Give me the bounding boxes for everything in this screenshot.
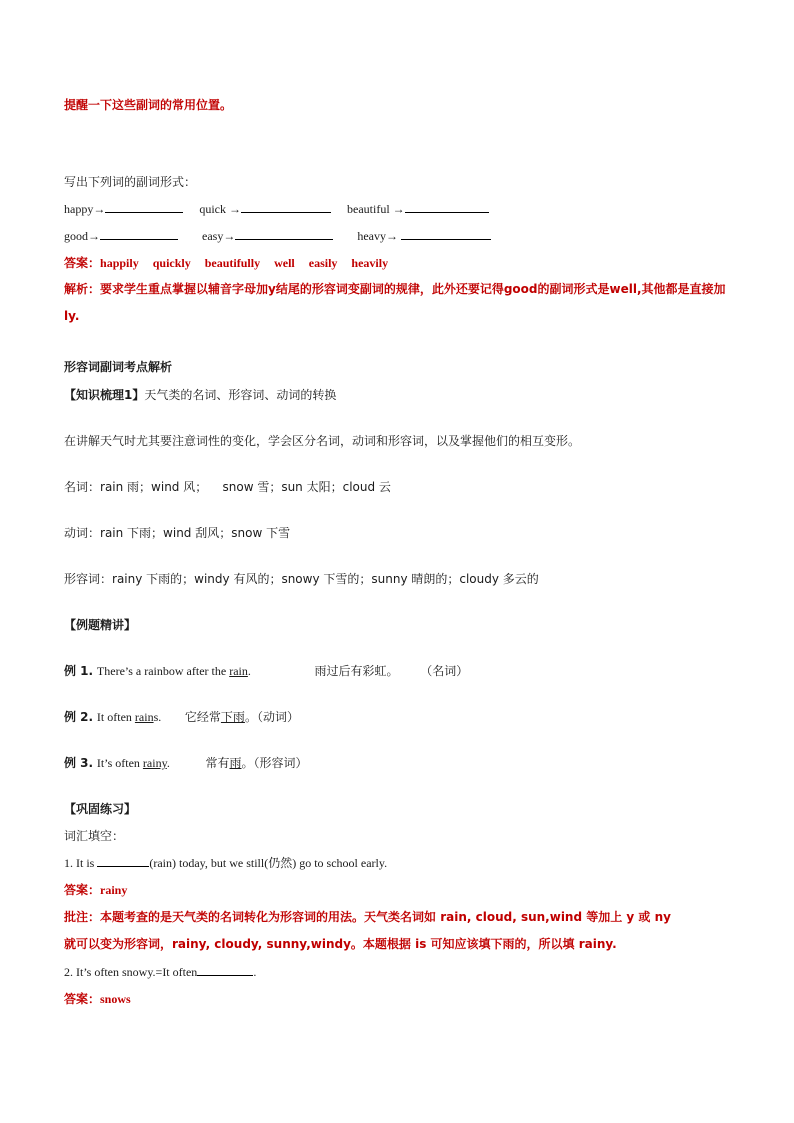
answer-2 (64, 990, 131, 1008)
analysis-text (64, 276, 732, 330)
example-3 (64, 754, 308, 772)
adverb-row-2 (64, 227, 491, 245)
blank-beautiful[interactable] (405, 200, 489, 213)
knowledge-title: 天气类的名词、形容词、动词的转换 (144, 388, 337, 402)
note-text-1: 本题考查的是天气类的名词转化为形容词的用法。天气类名词如 rain, cloud, sun,wind 等加上 y 或 ny (100, 910, 671, 924)
example-sentence-post: . (247, 664, 251, 678)
word-easy: easy (202, 229, 224, 243)
word-quick: quick (199, 202, 226, 216)
example-translation-pre: 它经常 (184, 710, 221, 724)
question-2-blank[interactable] (197, 963, 253, 976)
question-1-blank[interactable] (97, 854, 149, 867)
knowledge-heading (64, 386, 336, 404)
practice-subheading: 词汇填空： (64, 829, 125, 843)
example-keyword: rain (229, 664, 248, 678)
answer-line-1 (64, 254, 388, 272)
answer-item: beautifully (204, 256, 261, 270)
section-intro: 在讲解天气时尤其要注意词性的变化，学会区分名词，动词和形容词，以及掌握他们的相互变形。 (64, 434, 581, 448)
question-1-post: (rain) today, but we still(仍然) go to school early. (149, 856, 388, 870)
note-line-2: 就可以变为形容词，rainy, cloudy, sunny,windy。本题根据 is 可知应该填下雨的，所以填 rainy. (64, 937, 617, 951)
arrow-icon: → (88, 229, 100, 243)
word-good: good (64, 229, 88, 243)
blank-happy[interactable] (105, 200, 183, 213)
adverb-row-1 (64, 200, 489, 218)
answer-1-value: rainy (100, 883, 128, 897)
answer-item: well (274, 256, 295, 270)
exercise-instruction: 写出下列词的副词形式： (64, 175, 197, 189)
blank-easy[interactable] (235, 227, 333, 240)
question-1-pre: 1. It is (64, 856, 98, 870)
answer-item: heavily (351, 256, 389, 270)
nouns-list: rain 雨；wind 风； snow 雪；sun 太阳；cloud 云 (100, 480, 391, 494)
example-keyword: rain (134, 710, 154, 724)
answer-item: happily (100, 256, 139, 270)
word-happy: happy (64, 202, 94, 216)
nouns-label: 名词： (64, 480, 101, 494)
answer-1-label: 答案： (64, 883, 101, 897)
example-sentence-pre: It often (96, 710, 135, 724)
example-translation-pre: 常有 (205, 756, 230, 770)
example-pos-note: （名词） (420, 664, 469, 678)
answer-2-label: 答案： (64, 992, 101, 1006)
arrow-icon: → (229, 202, 241, 216)
examples-heading: 【例题精讲】 (64, 618, 137, 632)
verbs-list: rain 下雨；wind 刮风；snow 下雪 (100, 526, 291, 540)
example-sentence-pre: It’s often (96, 756, 143, 770)
example-label: 例 2. (64, 710, 94, 724)
reminder-text: 提醒一下这些副词的常用位置。 (64, 98, 233, 112)
example-sentence-post: . (166, 756, 170, 770)
adjectives-list: rainy 下雨的；windy 有风的；snowy 下雪的；sunny 晴朗的；cloudy 多云的 (112, 572, 539, 586)
example-translation-keyword: 下雨 (220, 710, 245, 724)
analysis-body: 要求学生重点掌握以辅音字母加y结尾的形容词变副词的规律，此外还要记得good的副词形式是well,其他都是直接加ly. (64, 282, 726, 323)
question-2-pre: 2. It’s often snowy.=It often (64, 965, 198, 979)
practice-heading: 【巩固练习】 (64, 802, 137, 816)
arrow-icon: → (385, 229, 398, 243)
adjectives-line (64, 570, 539, 588)
note-line-1 (64, 908, 671, 926)
question-2-post: . (253, 965, 257, 979)
blank-good[interactable] (100, 227, 178, 240)
word-beautiful: beautiful (347, 202, 390, 216)
example-keyword: rainy (142, 756, 167, 770)
nouns-line (64, 478, 391, 496)
example-label: 例 1. (64, 664, 94, 678)
example-translation-keyword: 雨 (229, 756, 242, 770)
arrow-icon: → (93, 202, 106, 216)
analysis-label: 解析： (64, 282, 101, 296)
example-2 (64, 708, 299, 726)
question-1 (64, 854, 387, 872)
example-label: 例 3. (64, 756, 94, 770)
blank-quick[interactable] (241, 200, 331, 213)
word-heavy: heavy (357, 229, 386, 243)
example-sentence-pre: There’s a rainbow after the (96, 664, 230, 678)
example-1 (64, 662, 468, 680)
answer-item: easily (308, 256, 338, 270)
verbs-label: 动词： (64, 526, 101, 540)
section-title: 形容词副词考点解析 (64, 360, 173, 374)
answer-label: 答案： (64, 256, 101, 270)
example-translation-post: 。（动词） (244, 710, 299, 724)
example-sentence-post: s. (153, 710, 162, 724)
adjectives-label: 形容词： (64, 572, 113, 586)
example-translation-post: 。（形容词） (241, 756, 308, 770)
arrow-icon: → (392, 202, 405, 216)
answer-1 (64, 881, 127, 899)
verbs-line (64, 524, 290, 542)
question-2 (64, 963, 256, 981)
example-translation: 雨过后有彩虹。 (314, 664, 399, 678)
blank-heavy[interactable] (401, 227, 491, 240)
note-label: 批注： (64, 910, 101, 924)
answer-item: quickly (152, 256, 191, 270)
arrow-icon: → (223, 229, 236, 243)
knowledge-bracket: 【知识梳理1】 (64, 388, 145, 402)
answer-2-value: snows (100, 992, 131, 1006)
